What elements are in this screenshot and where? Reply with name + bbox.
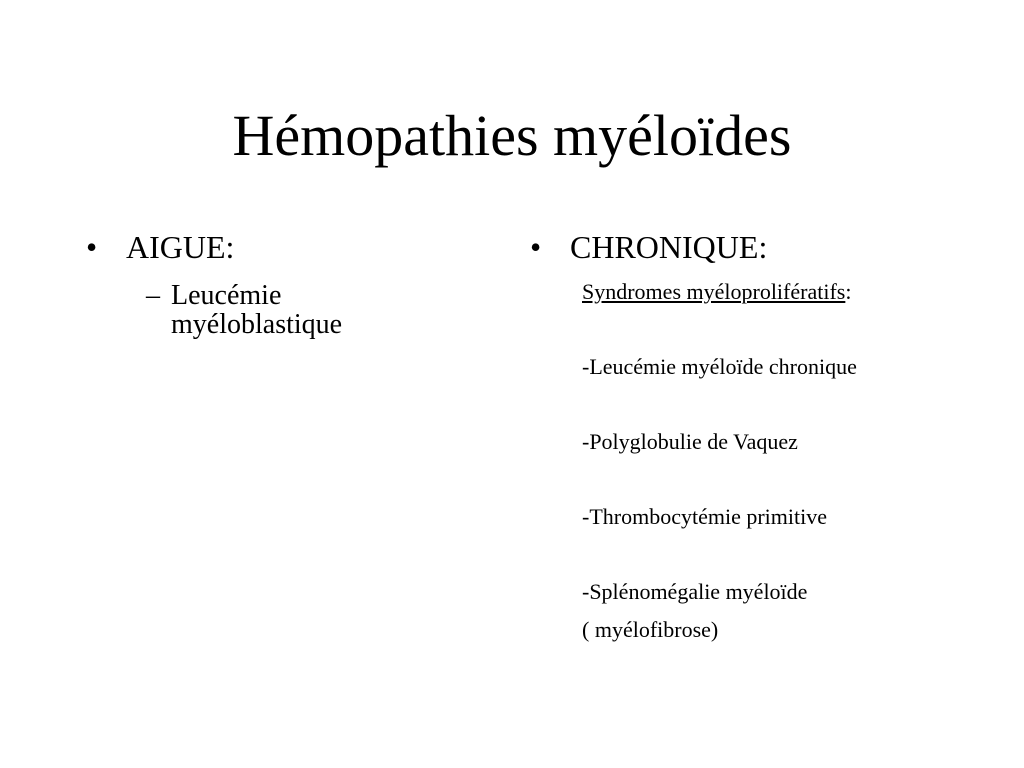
left-heading-label: AIGUE: [126,229,235,265]
list-item: -Splénomégalie myéloïde [582,579,808,604]
subheading-suffix: : [845,279,852,304]
bullet-icon: • [86,229,98,265]
list-item: -Polyglobulie de Vaquez [582,429,798,454]
dash-icon: – [146,280,160,311]
bullet-icon: • [530,229,542,265]
subheading: Syndromes myéloprolifératifs [582,279,846,304]
list-item: ( myélofibrose) [582,617,719,642]
sub-item-label: Leucémie myéloblastique [171,280,343,340]
list-item: -Leucémie myéloïde chronique [582,354,857,379]
subheading-line [582,279,851,305]
right-heading-label: CHRONIQUE: [570,229,768,265]
list-item: -Thrombocytémie primitive [582,504,827,529]
slide-title: Hémopathies myéloïdes [232,103,792,168]
